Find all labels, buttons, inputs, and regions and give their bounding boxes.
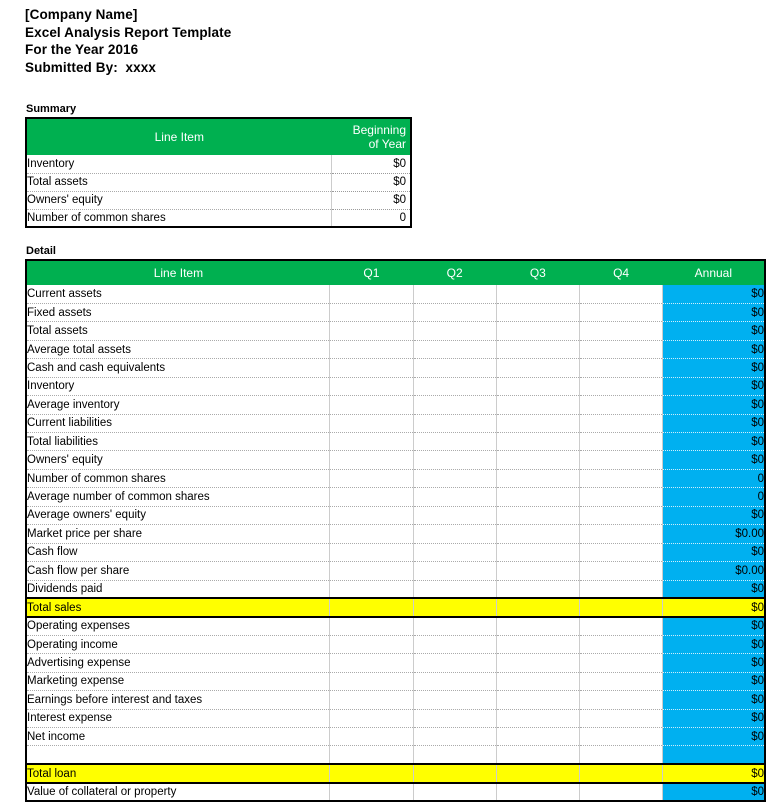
detail-cell-q2[interactable]: [413, 414, 496, 432]
detail-cell-q1[interactable]: [330, 469, 413, 487]
detail-cell-q3[interactable]: [496, 506, 579, 524]
detail-cell-annual[interactable]: $0: [663, 396, 765, 414]
table-row: [26, 598, 765, 616]
detail-cell-q3[interactable]: [496, 764, 579, 782]
detail-cell-q3[interactable]: [496, 709, 579, 727]
detail-cell-q3[interactable]: [496, 414, 579, 432]
table-row: [26, 783, 765, 801]
table-row: [26, 709, 765, 727]
detail-cell-q2[interactable]: [413, 451, 496, 469]
detail-cell-q1[interactable]: [330, 322, 413, 340]
table-row: [26, 654, 765, 672]
detail-cell-q1[interactable]: [330, 340, 413, 358]
detail-cell-q2[interactable]: [413, 377, 496, 395]
detail-cell-annual[interactable]: $0: [663, 322, 765, 340]
detail-cell-q2[interactable]: [413, 396, 496, 414]
detail-row-label: Current assets: [26, 285, 330, 303]
detail-row-label: Earnings before interest and taxes: [26, 691, 330, 709]
detail-cell-q2[interactable]: [413, 580, 496, 598]
detail-cell-q2[interactable]: [413, 635, 496, 653]
detail-row-label: Average owners' equity: [26, 506, 330, 524]
table-row: [26, 414, 765, 432]
detail-section-caption: Detail: [26, 245, 56, 257]
detail-cell-q4[interactable]: [579, 433, 662, 451]
detail-cell-q1[interactable]: [330, 543, 413, 561]
detail-cell-q1[interactable]: [330, 635, 413, 653]
summary-row-value[interactable]: $0: [332, 173, 411, 191]
title-year: For the Year 2016: [25, 42, 139, 57]
detail-cell-q4[interactable]: [579, 672, 662, 690]
detail-cell-annual[interactable]: $0: [663, 617, 765, 635]
table-row: [26, 209, 411, 227]
detail-row-label: Number of common shares: [26, 469, 330, 487]
detail-cell-annual[interactable]: 0: [663, 488, 765, 506]
detail-cell-q1[interactable]: [330, 728, 413, 746]
table-row: [26, 488, 765, 506]
detail-cell-q3[interactable]: [496, 654, 579, 672]
detail-cell-q1[interactable]: [330, 746, 413, 764]
table-row: [26, 617, 765, 635]
table-row: [26, 691, 765, 709]
detail-cell-annual[interactable]: $0: [663, 285, 765, 303]
detail-cell-q2[interactable]: [413, 359, 496, 377]
detail-cell-q3[interactable]: [496, 598, 579, 616]
detail-cell-q4[interactable]: [579, 506, 662, 524]
detail-cell-q4[interactable]: [579, 562, 662, 580]
summary-col-boy-line1: Beginning: [352, 123, 406, 137]
detail-row-label: Average number of common shares: [26, 488, 330, 506]
detail-cell-q3[interactable]: [496, 303, 579, 321]
detail-cell-annual[interactable]: $0: [663, 635, 765, 653]
detail-cell-q3[interactable]: [496, 451, 579, 469]
detail-table-head: [26, 260, 765, 285]
detail-row-label: [26, 746, 330, 764]
detail-cell-q1[interactable]: [330, 451, 413, 469]
detail-cell-q1[interactable]: [330, 525, 413, 543]
detail-cell-annual[interactable]: $0: [663, 691, 765, 709]
detail-cell-q3[interactable]: [496, 543, 579, 561]
table-row: [26, 672, 765, 690]
detail-cell-q3[interactable]: [496, 469, 579, 487]
table-row: [26, 285, 765, 303]
summary-table-head: [26, 118, 411, 155]
summary-section-caption: Summary: [26, 103, 77, 115]
detail-cell-q1[interactable]: [330, 709, 413, 727]
detail-cell-q4[interactable]: [579, 488, 662, 506]
detail-row-label: Cash flow per share: [26, 562, 330, 580]
detail-cell-q4[interactable]: [579, 469, 662, 487]
detail-cell-q4[interactable]: [579, 543, 662, 561]
detail-row-label: Operating income: [26, 635, 330, 653]
detail-cell-q1[interactable]: [330, 433, 413, 451]
table-row: [26, 635, 765, 653]
detail-row-label: Total sales: [26, 598, 330, 616]
detail-cell-q2[interactable]: [413, 709, 496, 727]
title-submitted-by: Submitted By: xxxx: [25, 59, 156, 75]
table-row: [26, 173, 411, 191]
detail-cell-q3[interactable]: [496, 728, 579, 746]
detail-row-label: Average total assets: [26, 340, 330, 358]
detail-cell-q4[interactable]: [579, 322, 662, 340]
detail-cell-q2[interactable]: [413, 728, 496, 746]
summary-row-value[interactable]: $0: [332, 155, 411, 173]
detail-cell-annual[interactable]: [663, 746, 765, 764]
detail-row-label: Value of collateral or property: [26, 783, 330, 801]
detail-cell-q1[interactable]: [330, 359, 413, 377]
detail-cell-q2[interactable]: [413, 433, 496, 451]
detail-cell-q2[interactable]: [413, 285, 496, 303]
detail-cell-q4[interactable]: [579, 525, 662, 543]
detail-cell-q3[interactable]: [496, 322, 579, 340]
detail-row-label: Market price per share: [26, 525, 330, 543]
detail-cell-q1[interactable]: [330, 672, 413, 690]
detail-cell-q2[interactable]: [413, 783, 496, 801]
detail-row-label: Cash and cash equivalents: [26, 359, 330, 377]
detail-cell-q3[interactable]: [496, 783, 579, 801]
detail-cell-q4[interactable]: [579, 303, 662, 321]
detail-cell-q4[interactable]: [579, 746, 662, 764]
detail-cell-q3[interactable]: [496, 672, 579, 690]
detail-cell-annual[interactable]: $0: [663, 728, 765, 746]
summary-row-value[interactable]: $0: [332, 191, 411, 209]
detail-cell-q1[interactable]: [330, 414, 413, 432]
detail-cell-q3[interactable]: [496, 340, 579, 358]
detail-cell-q1[interactable]: [330, 654, 413, 672]
detail-cell-q3[interactable]: [496, 488, 579, 506]
detail-cell-q3[interactable]: [496, 746, 579, 764]
detail-cell-annual[interactable]: 0: [663, 469, 765, 487]
detail-cell-q1[interactable]: [330, 303, 413, 321]
detail-cell-q4[interactable]: [579, 617, 662, 635]
detail-cell-q4[interactable]: [579, 764, 662, 782]
detail-row-label: Total loan: [26, 764, 330, 782]
detail-row-label: Average inventory: [26, 396, 330, 414]
detail-cell-annual[interactable]: $0: [663, 433, 765, 451]
detail-cell-q3[interactable]: [496, 396, 579, 414]
detail-cell-q1[interactable]: [330, 562, 413, 580]
detail-cell-q2[interactable]: [413, 654, 496, 672]
detail-cell-q2[interactable]: [413, 598, 496, 616]
table-row: [26, 359, 765, 377]
detail-cell-annual[interactable]: $0: [663, 764, 765, 782]
detail-cell-annual[interactable]: $0: [663, 783, 765, 801]
title-report-template: Excel Analysis Report Template: [25, 24, 232, 40]
detail-cell-q1[interactable]: [330, 580, 413, 598]
detail-cell-q1[interactable]: [330, 783, 413, 801]
detail-cell-q1[interactable]: [330, 617, 413, 635]
detail-cell-q2[interactable]: [413, 672, 496, 690]
table-row: [26, 451, 765, 469]
detail-cell-annual[interactable]: $0.00: [663, 525, 765, 543]
detail-cell-q3[interactable]: [496, 635, 579, 653]
report-title-block: [25, 6, 231, 76]
table-row: [26, 340, 765, 358]
detail-cell-annual[interactable]: $0.00: [663, 562, 765, 580]
table-row: [26, 322, 765, 340]
detail-cell-q2[interactable]: [413, 469, 496, 487]
detail-row-label: Current liabilities: [26, 414, 330, 432]
detail-cell-q4[interactable]: [579, 635, 662, 653]
detail-cell-q3[interactable]: [496, 525, 579, 543]
table-row: [26, 191, 411, 209]
detail-cell-q1[interactable]: [330, 506, 413, 524]
detail-cell-annual[interactable]: $0: [663, 543, 765, 561]
detail-cell-q2[interactable]: [413, 506, 496, 524]
detail-cell-q2[interactable]: [413, 562, 496, 580]
table-row: [26, 764, 765, 782]
detail-cell-q4[interactable]: [579, 451, 662, 469]
summary-row-label: Number of common shares: [26, 209, 332, 227]
detail-row-label: Interest expense: [26, 709, 330, 727]
table-row: [26, 303, 765, 321]
detail-cell-q2[interactable]: [413, 488, 496, 506]
detail-cell-annual[interactable]: $0: [663, 672, 765, 690]
detail-cell-q1[interactable]: [330, 598, 413, 616]
summary-col-boy-line2: of Year: [368, 137, 406, 151]
detail-cell-q4[interactable]: [579, 340, 662, 358]
detail-cell-q3[interactable]: [496, 433, 579, 451]
detail-cell-q4[interactable]: [579, 691, 662, 709]
summary-row-label: Total assets: [26, 173, 332, 191]
table-row: [26, 543, 765, 561]
title-company-name: [Company Name]: [25, 7, 138, 22]
detail-cell-q2[interactable]: [413, 691, 496, 709]
table-row: [26, 377, 765, 395]
detail-col-q4: Q4: [579, 260, 662, 285]
detail-cell-annual[interactable]: $0: [663, 303, 765, 321]
detail-cell-q4[interactable]: [579, 580, 662, 598]
detail-cell-q1[interactable]: [330, 691, 413, 709]
detail-cell-q2[interactable]: [413, 617, 496, 635]
detail-cell-q2[interactable]: [413, 746, 496, 764]
detail-cell-q1[interactable]: [330, 285, 413, 303]
summary-row-value[interactable]: 0: [399, 211, 406, 224]
detail-cell-q4[interactable]: [579, 598, 662, 616]
detail-cell-q3[interactable]: [496, 377, 579, 395]
detail-cell-annual[interactable]: $0: [663, 580, 765, 598]
detail-row-label: Total liabilities: [26, 433, 330, 451]
detail-row-label: Net income: [26, 728, 330, 746]
table-row: [26, 728, 765, 746]
detail-cell-q4[interactable]: [579, 783, 662, 801]
detail-cell-q4[interactable]: [579, 377, 662, 395]
detail-row-label: Total assets: [26, 322, 330, 340]
detail-cell-annual[interactable]: $0: [663, 377, 765, 395]
detail-cell-annual[interactable]: $0: [663, 451, 765, 469]
detail-cell-q3[interactable]: [496, 285, 579, 303]
detail-row-label: Inventory: [26, 377, 330, 395]
detail-cell-q4[interactable]: [579, 396, 662, 414]
detail-col-line-item: Line Item: [26, 260, 330, 285]
summary-col-line-item: Line Item: [26, 118, 332, 155]
detail-cell-q2[interactable]: [413, 764, 496, 782]
detail-cell-q4[interactable]: [579, 285, 662, 303]
detail-table-body: [26, 285, 765, 801]
detail-cell-annual[interactable]: $0: [663, 414, 765, 432]
table-row: [26, 525, 765, 543]
detail-cell-annual[interactable]: $0: [663, 709, 765, 727]
detail-cell-q2[interactable]: [413, 303, 496, 321]
table-row: [26, 396, 765, 414]
detail-cell-q2[interactable]: [413, 543, 496, 561]
detail-cell-annual[interactable]: $0: [663, 598, 765, 616]
detail-header-row: [26, 260, 765, 285]
detail-row-label: Fixed assets: [26, 303, 330, 321]
table-row: [26, 155, 411, 173]
detail-cell-q3[interactable]: [496, 580, 579, 598]
table-row: [26, 433, 765, 451]
summary-table: [25, 117, 412, 228]
detail-row-label: Cash flow: [26, 543, 330, 561]
detail-cell-annual[interactable]: $0: [663, 506, 765, 524]
detail-cell-q4[interactable]: [579, 414, 662, 432]
table-row: [26, 506, 765, 524]
detail-col-annual: Annual: [663, 260, 765, 285]
detail-cell-q3[interactable]: [496, 617, 579, 635]
detail-cell-q2[interactable]: [413, 340, 496, 358]
detail-table: [25, 259, 766, 802]
detail-cell-q1[interactable]: [330, 396, 413, 414]
detail-cell-q4[interactable]: [579, 728, 662, 746]
detail-cell-q3[interactable]: [496, 359, 579, 377]
table-row: [26, 469, 765, 487]
summary-row-label: Owners' equity: [26, 191, 332, 209]
detail-cell-q1[interactable]: [330, 764, 413, 782]
detail-row-label: Operating expenses: [26, 617, 330, 635]
detail-row-label: Marketing expense: [26, 672, 330, 690]
summary-row-label: Inventory: [26, 155, 332, 173]
detail-cell-q2[interactable]: [413, 322, 496, 340]
detail-cell-q1[interactable]: [330, 488, 413, 506]
summary-table-body: [26, 155, 411, 227]
detail-cell-annual[interactable]: $0: [663, 340, 765, 358]
detail-row-label: Advertising expense: [26, 654, 330, 672]
detail-cell-q3[interactable]: [496, 562, 579, 580]
detail-cell-q1[interactable]: [330, 377, 413, 395]
table-row: [26, 580, 765, 598]
detail-cell-q2[interactable]: [413, 525, 496, 543]
detail-cell-q4[interactable]: [579, 654, 662, 672]
summary-col-beginning-of-year: [332, 118, 411, 155]
detail-cell-q4[interactable]: [579, 359, 662, 377]
detail-col-q1: Q1: [330, 260, 413, 285]
detail-col-q3: Q3: [496, 260, 579, 285]
detail-row-label: Owners' equity: [26, 451, 330, 469]
detail-cell-q3[interactable]: [496, 691, 579, 709]
detail-cell-annual[interactable]: $0: [663, 654, 765, 672]
detail-cell-annual[interactable]: $0: [663, 359, 765, 377]
table-row: [26, 746, 765, 764]
detail-row-label: Dividends paid: [26, 580, 330, 598]
summary-header-row: [26, 118, 411, 155]
detail-col-q2: Q2: [413, 260, 496, 285]
detail-cell-q4[interactable]: [579, 709, 662, 727]
table-row: [26, 562, 765, 580]
